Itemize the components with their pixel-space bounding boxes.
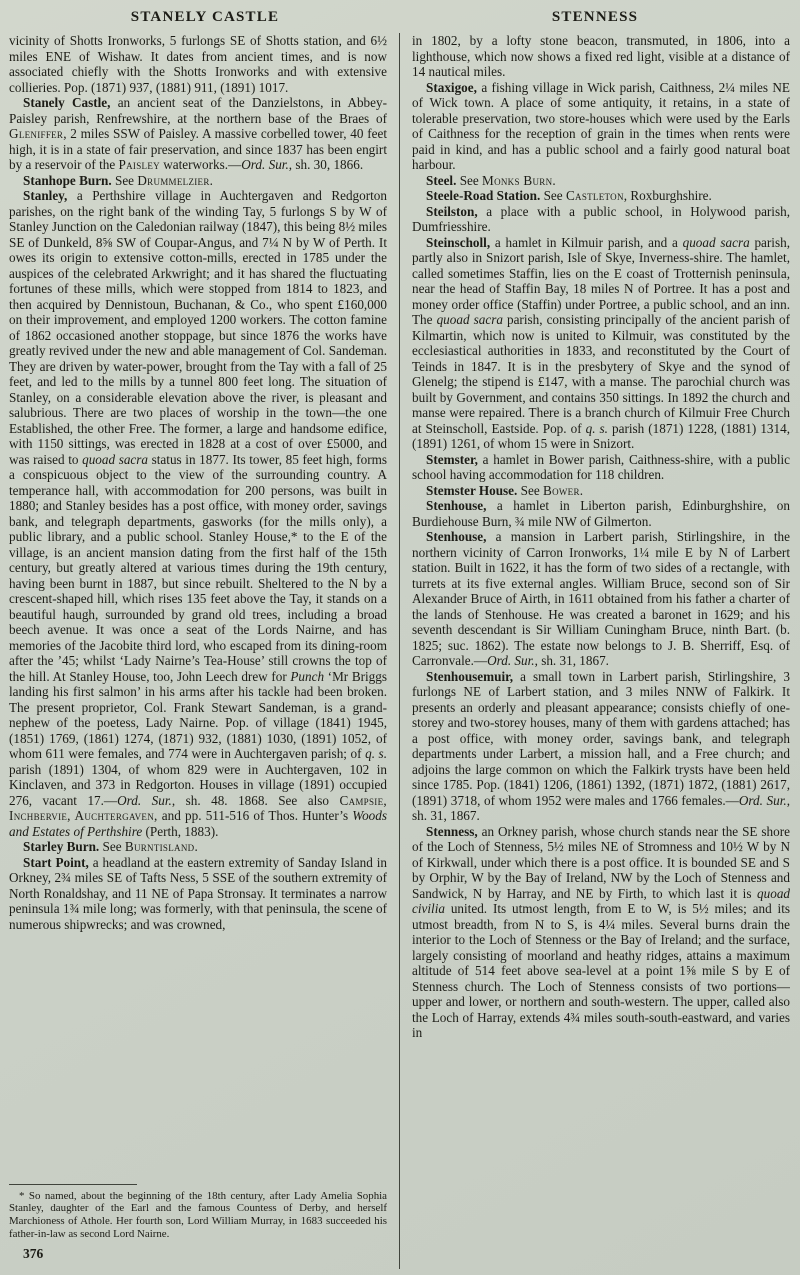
text-segment: Campsie, Inchbervie, Auchtergaven, (9, 792, 387, 823)
text-segment: Stenness, (426, 823, 478, 839)
text-segment: Steinscholl, (426, 234, 491, 250)
entry-staxigoe (412, 80, 790, 173)
entry-stanely-castle (9, 95, 387, 173)
text-segment: Stanely Castle, (23, 95, 111, 110)
text-segment: * So named, about the beginning of the 18th century, after Lady Amelia Sophia Stanley, daughter of the Earl and the famous Countess of Derby, and herself Marchioness of Athole. Her fourth son, Lord William Murray, in 1683 succeeded his father-in-law as second Lord Nairne. (9, 1189, 387, 1240)
entry-stemster (412, 452, 790, 483)
text-segment: Burntisland (124, 839, 195, 854)
text-segment: , 2 miles SSW of Paisley. A massive corbelled tower, 40 feet high, it is in a state of fair preservation, and since 1837 has been engirt by a reservoir of the (9, 126, 387, 172)
text-segment: a headland at the eastern extremity of Sanday Island in Orkney, 2¾ miles SE of Tafts Ness, 5 SSE of the southern extremity of North Ronaldshay, and 11 NE of Papa Stronsay. It terminates a narrow peninsula 1¾ mile long; was formerly, with that peninsula, the scene of numerous shipwrecks; and was crowned, (9, 854, 387, 932)
text-segment: . (552, 172, 556, 188)
continuation-shotts (9, 33, 387, 95)
text-segment: Steele-Road Station. (426, 188, 541, 203)
text-segment: Ord. Sur. (117, 792, 172, 808)
text-segment: quoad civilia (412, 885, 790, 916)
text-segment: See (517, 482, 543, 498)
text-segment: a mansion in Larbert parish, Stirlingshire, in the northern vicinity of Carron Ironworks, 1¼ mile E by N of Larbert station. Built in 1622, it has the form of two sides of a rectangle, with turrets at its five external angles. William Bruce, second son of Sir Alexander Bruce of Airth, in 1611 obtained from his father a charter of the lands of Stenhouse. He was created a baronet in 1629; and his seventh descendant is Sir William Cuningham Bruce, ninth Bart. (b. 1825; suc. 1862). The estate now belongs to J. B. Sherriff, Esq. of Carronvale.— (412, 529, 790, 668)
footnote (9, 1190, 387, 1241)
running-head-right: STENNESS (551, 9, 639, 25)
text-segment: , sh. 31, 1867. (412, 792, 790, 823)
text-segment: Gleniffer (9, 126, 64, 141)
text-segment: Stenhousemuir, (426, 668, 514, 684)
text-segment: . (579, 482, 584, 498)
text-segment: . (209, 172, 213, 188)
text-segment: status in 1877. Its tower, 85 feet high, forms a conspicuous object to the view of the surrounding country. A temperance hall, with accommodation for 200 persons, was built in 1880; and Stanley besides has a post office, with money order, savings bank, and telegraph departments, gasworks (for the mills only), a public library, and a public school. Stanley House,* to the E of the village, is an ancient mansion dating from the first half of the 15th century, but greatly altered at various times during the 19th century, having been burnt in 1887, but since rebuilt. Sheltered to the N by a crescent-shaped hill, which rises 135 feet above the Tay, it stands on a beautiful haugh, surrounded by grand old trees, including a broad beech avenue. It was once a seat of the Lords Nairne, and has memories of the Jacobite third lord, who escaped from its dining-room after the ’45; whilst ‘Lady Nairne’s Tea-House’ still crowns the top of the hill. At Stanley House, too, John Leech drew for (9, 451, 387, 684)
text-segment: See (456, 172, 483, 188)
text-segment: q. s. (365, 746, 387, 761)
text-segment: Bower (542, 482, 580, 498)
text-segment: quoad sacra (682, 234, 750, 250)
text-segment: , sh. 30, 1866. (288, 157, 364, 172)
text-segment: Ord. Sur. (241, 157, 289, 172)
text-segment: Stenhouse, (426, 529, 487, 544)
column-divider (399, 33, 400, 1269)
left-column-text (9, 33, 387, 932)
text-segment: Ord. Sur. (738, 792, 787, 808)
text-segment: a place with a public school, in Holywood parish, Dumfriesshire. (412, 203, 790, 234)
footnote-text (9, 1190, 387, 1241)
text-segment: Punch (290, 668, 325, 684)
text-segment: Ord. Sur. (487, 653, 535, 668)
text-segment: Castleton (565, 188, 624, 203)
text-segment: quoad sacra (436, 312, 503, 327)
text-segment: waterworks.— (159, 157, 242, 172)
entry-stenhousemuir (412, 669, 790, 824)
text-segment: vicinity of Shotts Ironworks, 5 furlongs SE of Shotts station, and 6½ miles ENE of Wishaw. It dates from ancient times, and is now associated chiefly with the Shotts Ironworks and with extensive collieries. Pop. (1871) 937, (1881) 911, (1891) 1017. (9, 33, 387, 95)
running-head-left: STANELY CASTLE (130, 9, 280, 25)
footnote-block (9, 1176, 387, 1269)
text-segment: a hamlet in Bower parish, Caithness-shire, with a public school having accommodation for 118 children. (412, 451, 790, 482)
text-segment: Steel. (426, 172, 457, 188)
text-segment: quoad sacra (82, 451, 149, 467)
text-segment: . (194, 839, 198, 854)
right-column-text (412, 33, 790, 1041)
text-segment: Monks Burn (482, 172, 553, 188)
entry-steel (412, 173, 790, 189)
text-segment: See (540, 188, 566, 203)
text-segment: Stanhope Burn. (23, 172, 112, 188)
text-segment: Staxigoe, (426, 79, 477, 95)
text-segment: See (99, 839, 125, 854)
right-column (412, 33, 790, 1269)
text-segment: a fishing village in Wick parish, Caithness, 2¼ miles NE of Wick town. A place of some antiquity, it retains, in a state of tolerable preservation, two store-houses which were used by the Earls of Caithness for the reception of grain in the times when rents were paid in kind, and has a public school and a fairly good natural boat harbour. (412, 79, 790, 172)
text-segment: and pp. 511-516 of Thos. Hunter’s (157, 808, 353, 823)
entry-steele-road-station (412, 188, 790, 204)
entry-stemster-house (412, 483, 790, 499)
entry-starley-burn (9, 839, 387, 855)
left-column (9, 33, 387, 1269)
text-segment: , sh. 48. 1868. See also (171, 792, 340, 808)
text-segment: Drummelzier (137, 172, 210, 188)
running-heads (0, 0, 800, 31)
text-segment: united. Its utmost length, from E to W, is 5½ miles; and its utmost breadth, from N to S, is 4¼ miles. Several burns drain the interior to the Loch of Stenness or the Bay of Ireland; and the surface, largely consisting of moorland and heathy ridges, attains a maximum altitude of 514 feet above sea-level at a point 1⅝ mile S by E of Stenness church. The Loch of Stenness consists of two portions—upper and lower, or northern and south-western. The upper, called also the Loch of Harray, extends 4¾ miles south-south-eastward, and varies in (412, 901, 790, 1040)
text-segment: , sh. 31, 1867. (534, 653, 609, 668)
text-segment: parish, consisting principally of the ancient parish of Kilmartin, which now is united to Kilmuir, was constituted by the ecclesiastical authorities in 1833, and reconstituted by the Court of Teinds in 1847. It is in the presbytery of Skye and the synod of Glenelg; the stipend is £147, with a manse. The parochial church was built by Government, and contains 350 sittings. In 1892 the church and manse were repaired. There is a branch church of Kilmuir Free Church at Steinscholl, Eastside. Pop. of (412, 312, 790, 436)
entry-start-point (9, 855, 387, 933)
text-segment: (Perth, 1883). (142, 823, 219, 839)
entry-steinscholl (412, 235, 790, 452)
text-segment: parish (1871) 1228, (1881) 1314, (1891) 1261, of whom 15 were in Snizort. (412, 420, 790, 451)
text-segment: , Roxburghshire. (623, 188, 712, 203)
entry-stanhope-burn (9, 173, 387, 189)
page-number: 376 (23, 1245, 44, 1261)
text-segment: Stemster House. (426, 482, 518, 498)
continuation-start-point-beacon (412, 33, 790, 80)
entry-stenhouse-mansion (412, 529, 790, 669)
text-segment: an Orkney parish, whose church stands near the SE shore of the Loch of Stenness, 5½ miles NE of Stromness and 10½ W by N of Kirkwall, under which there is a post office. It is bounded SE and S by Orphir, W by the Bay of Ireland, NW by the Loch of Stenness and Sandwick, N by Harray, and NE by Firth, to which last it is (412, 823, 790, 901)
text-segment: a hamlet in Liberton parish, Edinburghshire, on Burdiehouse Burn, ¾ mile NW of Gilmerton. (412, 498, 790, 529)
entry-stenness (412, 824, 790, 1041)
text-segment: Stenhouse, (426, 498, 487, 513)
text-segment: an ancient seat of the Danzielstons, in Abbey-Paisley parish, Renfrewshire, at the northern base of the Braes of (9, 95, 387, 126)
text-segment: parish, partly also in Snizort parish, Isle of Skye, Inverness-shire. The hamlet, called sometimes Staffin, lies on the E coast of Trotternish peninsula, near the head of Staffin Bay, 18 miles N of Portree. It has a post and money order office (Staffin) under Portree, a public school, and an inn. The (412, 234, 790, 327)
text-segment: q. s. (585, 420, 608, 436)
text-segment: a small town in Larbert parish, Stirlingshire, 3 furlongs NE of Larbert station, and 3 miles NNW of Falkirk. It presents an orderly and pleasant appearance; consists chiefly of one-storey and two-storey houses, many of them with gardens attached; has a post office, with money order, savings bank, and telegraph departments under Larbert, a mission hall, and a Free church; and adjoins the large common on which the Falkirk trysts have been held since 1785. Pop. (1841) 1206, (1861) 1392, (1871) 1872, (1881) 2617, (1891) 3718, of whom 1952 were males and 1766 females.— (412, 668, 790, 808)
text-segment: Start Point, (23, 854, 89, 870)
text-segment: Paisley (118, 157, 160, 172)
text-segment: Stanley, (23, 188, 68, 203)
text-segment: a Perthshire village in Auchtergaven and Redgorton parishes, on the right bank of the winding Tay, 5 furlongs S by W of Stanley Junction on the Caledonian railway (1847), this being 8½ miles SE of Dunkeld, 8⅝ SW of Coupar-Angus, and 7¼ N by W of Perth. It owes its origin to extensive cotton-mills, erected in 1785 under the auspices of the celebrated Arkwright; and it has shared the fluctuating fortunes of these mills, which were stopped from 1814 to 1823, and then acquired by Dennistoun, Buchanan, & Co., who spent £160,000 on their improvement, and employed 1200 workers. The cotton famine of 1862 occasioned another stoppage, but since 1876 the works have greatly revived under the new and able management of Col. Sandeman. They are driven by water-power, brought from the Tay with a fall of 25 feet, and led to the mills by a tunnel 800 feet long. The situation of Stanley, on a considerable elevation above the river, is pleasant and salubrious. There are two places of worship in the town—the one Established, the other Free. The former, a large and handsome edifice, with 1150 sittings, was erected in 1828 at a cost of over £5000, and was raised to (9, 188, 387, 467)
text-columns (0, 31, 800, 1269)
entry-steilston (412, 204, 790, 235)
text-segment: Stemster, (426, 451, 478, 467)
text-segment: Starley Burn. (23, 839, 100, 854)
entry-stenhouse-hamlet (412, 498, 790, 529)
text-segment: Woods and Estates of Perthshire (9, 808, 387, 839)
text-segment: Steilston, (426, 203, 478, 219)
text-segment: ‘Mr Briggs landing his first salmon’ in his arms after his tackle had been broken. The present proprietor, Col. Frank Stewart Sandeman, is a grand-nephew of the poetess, Lady Nairne. Pop. of village (1841) 1945, (1851) 1769, (1861) 1274, (1871) 932, (1881) 1030, (1891) 1052, of whom 611 were females, and 774 were in Auchtergaven parish; of (9, 668, 387, 761)
footnote-divider (9, 1184, 137, 1185)
entry-stanley (9, 188, 387, 839)
text-segment: in 1802, by a lofty stone beacon, transmuted, in 1806, into a lighthouse, which now shows a fixed red light, visible at a distance of 14 nautical miles. (412, 33, 790, 79)
text-segment: parish (1891) 1304, of whom 829 were in Auchtergaven, 102 in Kinclaven, and 373 in Redgorton. Houses in village (1891) occupied 276, vacant 17.— (9, 761, 387, 808)
text-segment: a hamlet in Kilmuir parish, and a (490, 234, 683, 250)
text-segment: See (111, 172, 138, 188)
